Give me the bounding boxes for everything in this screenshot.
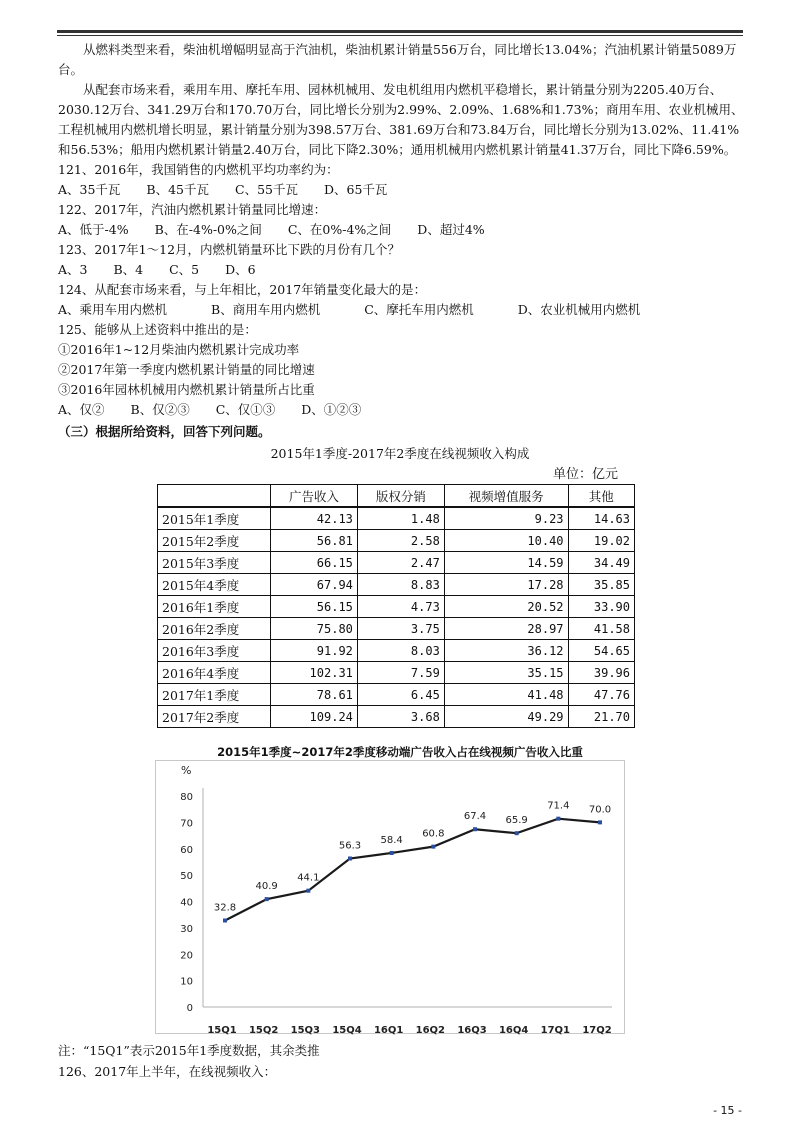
question-122: 122、2017年，汽油内燃机累计销量同比增速： xyxy=(58,202,327,217)
header-cell: 其他 xyxy=(568,485,634,508)
y-tick-label: 60 xyxy=(180,844,193,856)
option-a: A、低于-4% xyxy=(58,222,129,237)
table-row xyxy=(158,552,635,574)
line-chart xyxy=(155,760,625,1035)
statement-1: ①2016年1~12月柴油内燃机累计完成功率 xyxy=(58,342,300,357)
question-124: 124、从配套市场来看，与上年相比，2017年销量变化最大的是： xyxy=(58,282,427,297)
data-point xyxy=(390,851,394,855)
paragraph-fuel-type: 从燃料类型来看，柴油机增幅明显高于汽油机，柴油机累计销量556万台，同比增长13.04%；汽油机累计销量5089万台。 xyxy=(58,42,737,77)
table-cell: 4.73 xyxy=(357,596,444,618)
data-label: 67.4 xyxy=(463,811,487,823)
table-cell: 6.45 xyxy=(357,684,444,706)
table-cell: 21.70 xyxy=(568,706,634,728)
data-point xyxy=(306,889,310,893)
table-unit: 单位：亿元 xyxy=(553,467,619,482)
question-121-options xyxy=(58,180,746,200)
data-point xyxy=(431,845,435,849)
question-125: 125、能够从上述资料中推出的是： xyxy=(58,322,257,337)
page-number: - 15 - xyxy=(713,1104,742,1117)
option-c: C、摩托车用内燃机 xyxy=(364,302,474,317)
x-tick-label: 16Q3 xyxy=(457,1025,487,1035)
table-header-row xyxy=(158,485,635,508)
table-cell: 2.47 xyxy=(357,552,444,574)
option-a: A、3 xyxy=(58,262,88,277)
chart-title: 2015年1季度~2017年2季度移动端广告收入占在线视频广告收入比重 xyxy=(217,745,583,759)
question-123: 123、2017年1～12月，内燃机销量环比下跌的月份有几个？ xyxy=(58,242,401,257)
x-tick-label: 16Q4 xyxy=(498,1025,529,1035)
table-cell: 102.31 xyxy=(271,662,358,684)
data-point xyxy=(598,820,602,824)
row-label-cell: 2015年1季度 xyxy=(158,507,271,530)
header-cell: 版权分销 xyxy=(357,485,444,508)
header-rule-thick xyxy=(57,30,743,33)
question-125-options xyxy=(58,400,746,420)
table-cell: 28.97 xyxy=(444,618,568,640)
option-b: B、45千瓦 xyxy=(146,182,210,197)
statement-2: ②2017年第一季度内燃机累计销量的同比增速 xyxy=(58,362,315,377)
table-cell: 39.96 xyxy=(568,662,634,684)
note-text: 注：“15Q1”表示2015年1季度数据，其余类推 xyxy=(58,1043,320,1058)
table-cell: 10.40 xyxy=(444,530,568,552)
table-cell: 14.59 xyxy=(444,552,568,574)
data-label: 56.3 xyxy=(338,840,362,852)
row-label-cell: 2016年2季度 xyxy=(158,618,271,640)
y-tick-label: 10 xyxy=(180,976,193,988)
table-cell: 14.63 xyxy=(568,507,634,530)
table-cell: 33.90 xyxy=(568,596,634,618)
table-cell: 109.24 xyxy=(271,706,358,728)
option-d: D、超过4% xyxy=(417,222,485,237)
revenue-table xyxy=(157,484,635,728)
table-cell: 17.28 xyxy=(444,574,568,596)
option-b: B、在-4%-0%之间 xyxy=(154,222,262,237)
table-cell: 19.02 xyxy=(568,530,634,552)
option-b: B、商用车用内燃机 xyxy=(211,302,321,317)
statement-3: ③2016年园林机械用内燃机累计销量所占比重 xyxy=(58,382,315,397)
y-tick-label: 20 xyxy=(180,950,193,962)
table-cell: 42.13 xyxy=(271,507,358,530)
chart-note xyxy=(58,1040,320,1082)
table-cell: 20.52 xyxy=(444,596,568,618)
row-label-cell: 2016年3季度 xyxy=(158,640,271,662)
table-cell: 54.65 xyxy=(568,640,634,662)
y-tick-label: 70 xyxy=(180,818,193,830)
option-b: B、仅②③ xyxy=(130,402,190,417)
x-tick-label: 16Q1 xyxy=(373,1025,404,1035)
table-cell: 66.15 xyxy=(271,552,358,574)
y-tick-label: 50 xyxy=(180,871,193,883)
header-cell: 广告收入 xyxy=(271,485,358,508)
option-b: B、4 xyxy=(113,262,144,277)
x-tick-label: 15Q4 xyxy=(332,1025,362,1035)
data-label: 44.1 xyxy=(297,872,320,884)
option-c: C、在0%-4%之间 xyxy=(287,222,392,237)
header-cell: 视频增值服务 xyxy=(444,485,568,508)
table-cell: 49.29 xyxy=(444,706,568,728)
series-line xyxy=(225,819,600,921)
table-cell: 67.94 xyxy=(271,574,358,596)
table-row xyxy=(158,530,635,552)
option-a: A、仅② xyxy=(58,402,105,417)
document-body xyxy=(58,40,746,442)
data-point xyxy=(223,918,227,922)
table-row xyxy=(158,618,635,640)
table-cell: 78.61 xyxy=(271,684,358,706)
table-cell: 56.81 xyxy=(271,530,358,552)
table-row xyxy=(158,640,635,662)
row-label-cell: 2016年4季度 xyxy=(158,662,271,684)
table-cell: 41.58 xyxy=(568,618,634,640)
x-tick-label: 17Q1 xyxy=(540,1025,571,1035)
y-tick-label: 80 xyxy=(180,792,193,803)
question-121: 121、2016年，我国销售的内燃机平均功率约为： xyxy=(58,162,339,177)
option-a: A、35千瓦 xyxy=(58,182,121,197)
question-123-options xyxy=(58,260,746,280)
data-label: 40.9 xyxy=(255,881,278,893)
table-row xyxy=(158,596,635,618)
header-cell xyxy=(158,485,271,508)
row-label-cell: 2015年3季度 xyxy=(158,552,271,574)
data-point xyxy=(515,831,519,835)
x-tick-label: 15Q1 xyxy=(207,1025,237,1035)
question-126: 126、2017年上半年，在线视频收入： xyxy=(58,1064,277,1079)
table-row xyxy=(158,684,635,706)
table-cell: 3.68 xyxy=(357,706,444,728)
table-cell: 7.59 xyxy=(357,662,444,684)
row-label-cell: 2015年2季度 xyxy=(158,530,271,552)
row-label-cell: 2016年1季度 xyxy=(158,596,271,618)
table-cell: 75.80 xyxy=(271,618,358,640)
table-cell: 8.83 xyxy=(357,574,444,596)
row-label-cell: 2017年2季度 xyxy=(158,706,271,728)
x-tick-label: 15Q3 xyxy=(290,1025,321,1035)
paragraph-supporting-market: 从配套市场来看，乘用车用、摩托车用、园林机械用、发电机组用内燃机平稳增长，累计销量分别为2205.40万台、2030.12万台、341.29万台和170.70万台，同比增长分别为2.99%、2.09%、1.68%和1.73%；商用车用、农业机械用、工程机械用内燃机增长明显，累计销量分别为398.57万台、381.69万台和73.84万台，同比增长分别为13.02%、11.41%和56.53%；船用内燃机累计销量2.40万台，同比下降2.30%；通用机械用内燃机累计销量41.37万台，同比下降6.59%。 xyxy=(58,82,744,157)
option-d: D、①②③ xyxy=(301,402,362,417)
data-label: 60.8 xyxy=(422,828,445,840)
table-cell: 34.49 xyxy=(568,552,634,574)
question-122-options xyxy=(58,220,746,240)
table-title: 2015年1季度-2017年2季度在线视频收入构成 xyxy=(270,446,530,461)
table-cell: 56.15 xyxy=(271,596,358,618)
option-d: D、农业机械用内燃机 xyxy=(517,302,641,317)
option-c: C、仅①③ xyxy=(215,402,276,417)
table-cell: 36.12 xyxy=(444,640,568,662)
question-124-options xyxy=(58,300,746,320)
table-cell: 9.23 xyxy=(444,507,568,530)
table-cell: 1.48 xyxy=(357,507,444,530)
option-c: C、55千瓦 xyxy=(235,182,298,197)
header-rule-thin xyxy=(57,35,743,36)
y-tick-label: 0 xyxy=(186,1003,193,1014)
data-point xyxy=(473,827,477,831)
table-cell: 35.85 xyxy=(568,574,634,596)
data-label: 58.4 xyxy=(380,834,403,846)
y-tick-label: 40 xyxy=(180,897,193,909)
option-a: A、乘用车用内燃机 xyxy=(58,302,168,317)
option-d: D、65千瓦 xyxy=(323,182,388,197)
table-cell: 91.92 xyxy=(271,640,358,662)
data-point xyxy=(265,897,269,901)
table-row xyxy=(158,706,635,728)
table-row xyxy=(158,574,635,596)
table-row xyxy=(158,507,635,530)
table-cell: 35.15 xyxy=(444,662,568,684)
option-c: C、5 xyxy=(169,262,200,277)
table-cell: 8.03 xyxy=(357,640,444,662)
row-label-cell: 2015年4季度 xyxy=(158,574,271,596)
x-tick-label: 17Q2 xyxy=(582,1025,612,1035)
x-tick-label: 15Q2 xyxy=(248,1025,279,1035)
data-label: 70.0 xyxy=(588,804,612,816)
y-axis-label: % xyxy=(181,764,192,777)
y-tick-label: 30 xyxy=(180,923,193,935)
data-label: 71.4 xyxy=(547,800,570,812)
x-tick-label: 16Q2 xyxy=(415,1025,446,1035)
row-label-cell: 2017年1季度 xyxy=(158,684,271,706)
table-row xyxy=(158,662,635,684)
section-title: （三）根据所给资料，回答下列问题。 xyxy=(58,424,271,439)
option-d: D、6 xyxy=(225,262,256,277)
table-cell: 47.76 xyxy=(568,684,634,706)
data-label: 32.8 xyxy=(213,902,237,914)
data-label: 65.9 xyxy=(505,815,528,827)
table-cell: 2.58 xyxy=(357,530,444,552)
table-cell: 41.48 xyxy=(444,684,568,706)
data-point xyxy=(348,857,352,861)
table-cell: 3.75 xyxy=(357,618,444,640)
data-point xyxy=(556,817,560,821)
